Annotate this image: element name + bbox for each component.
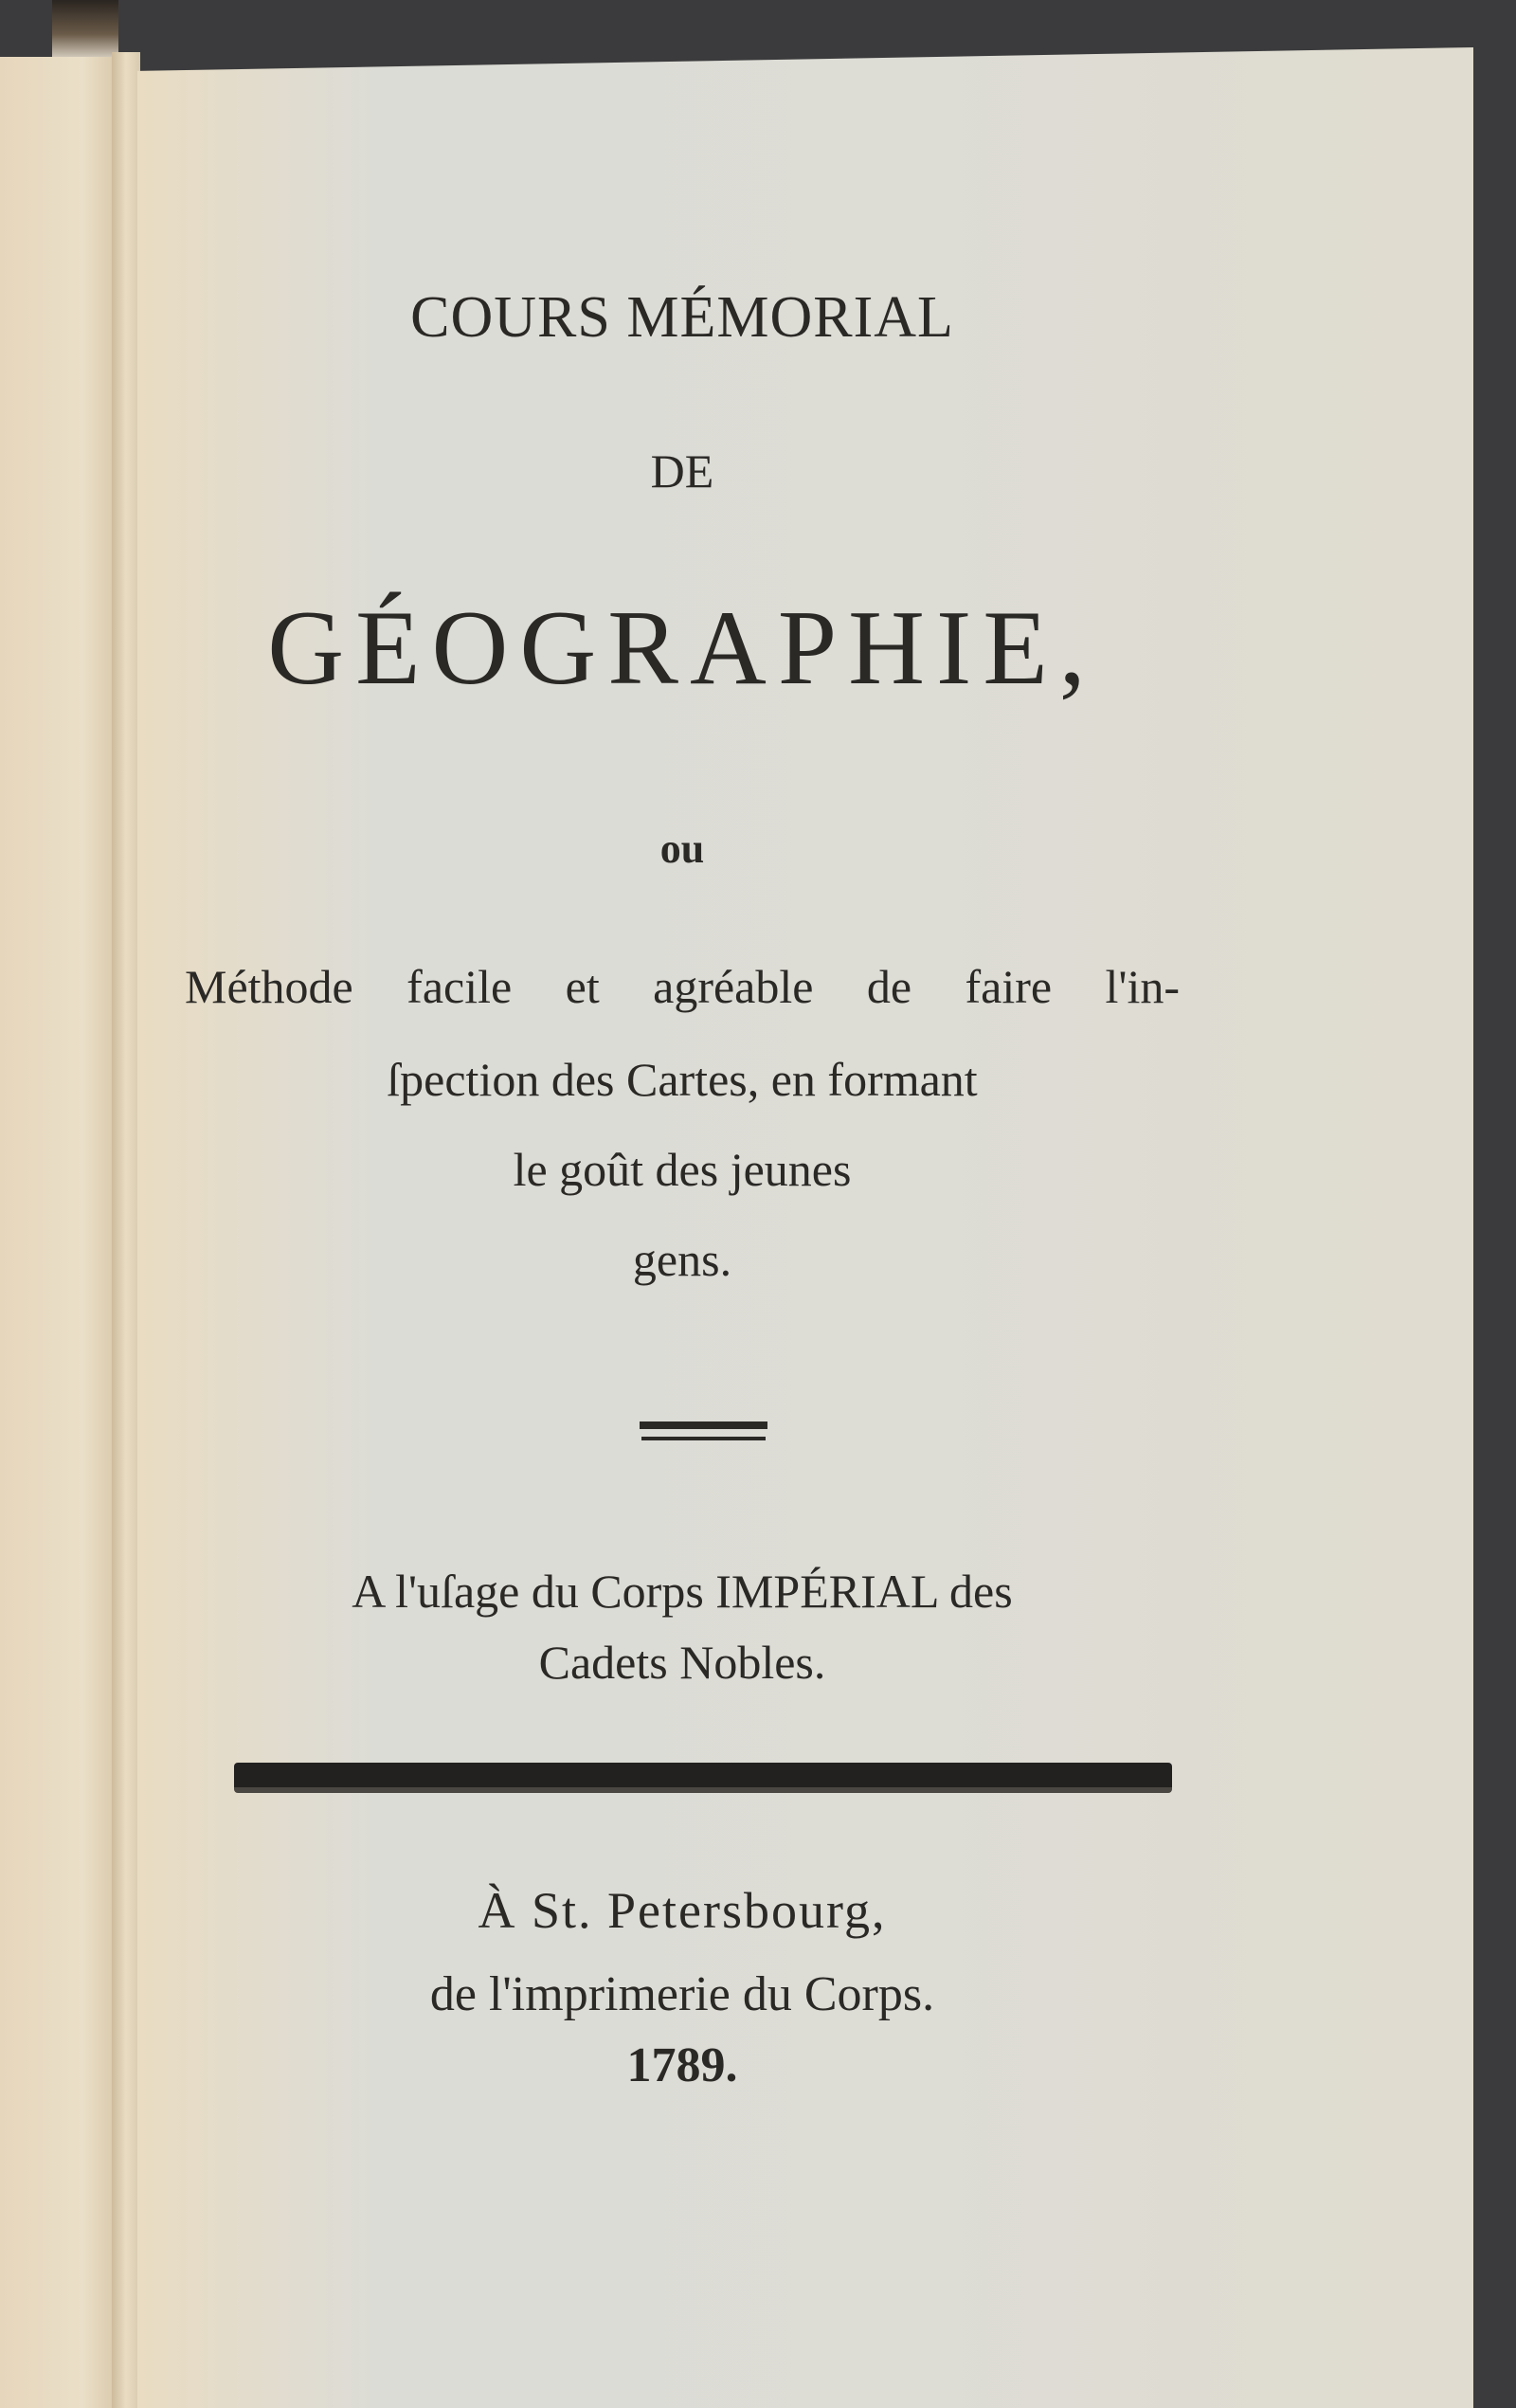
flyleaf — [0, 57, 118, 2408]
title-main: GÉOGRAPHIE, — [267, 589, 1097, 707]
title-line-1: COURS MÉMORIAL — [410, 285, 954, 350]
imprint-year: 1789. — [626, 2038, 738, 2092]
usage-line: A l'uſage du Corps IMPÉRIAL des — [352, 1565, 1013, 1618]
imprint-place: À St. Petersbourg, — [478, 1882, 887, 1939]
thick-rule-divider — [234, 1763, 1172, 1793]
subtitle-line: le goût des jeunes — [513, 1143, 852, 1196]
connector: ou — [659, 825, 705, 872]
book-spine — [52, 0, 118, 57]
subtitle-line: ſpection des Cartes, en formant — [387, 1053, 978, 1106]
page-gutter — [112, 52, 140, 2408]
imprint-printer: de l'imprimerie du Corps. — [429, 1967, 935, 2021]
double-rule-divider — [640, 1421, 767, 1429]
usage-line: Cadets Nobles. — [538, 1636, 826, 1689]
title-line-2: DE — [650, 444, 714, 498]
subtitle-line: Méthode facile et agréable de faire l'in- — [185, 960, 1180, 1013]
subtitle-line: gens. — [632, 1233, 732, 1286]
